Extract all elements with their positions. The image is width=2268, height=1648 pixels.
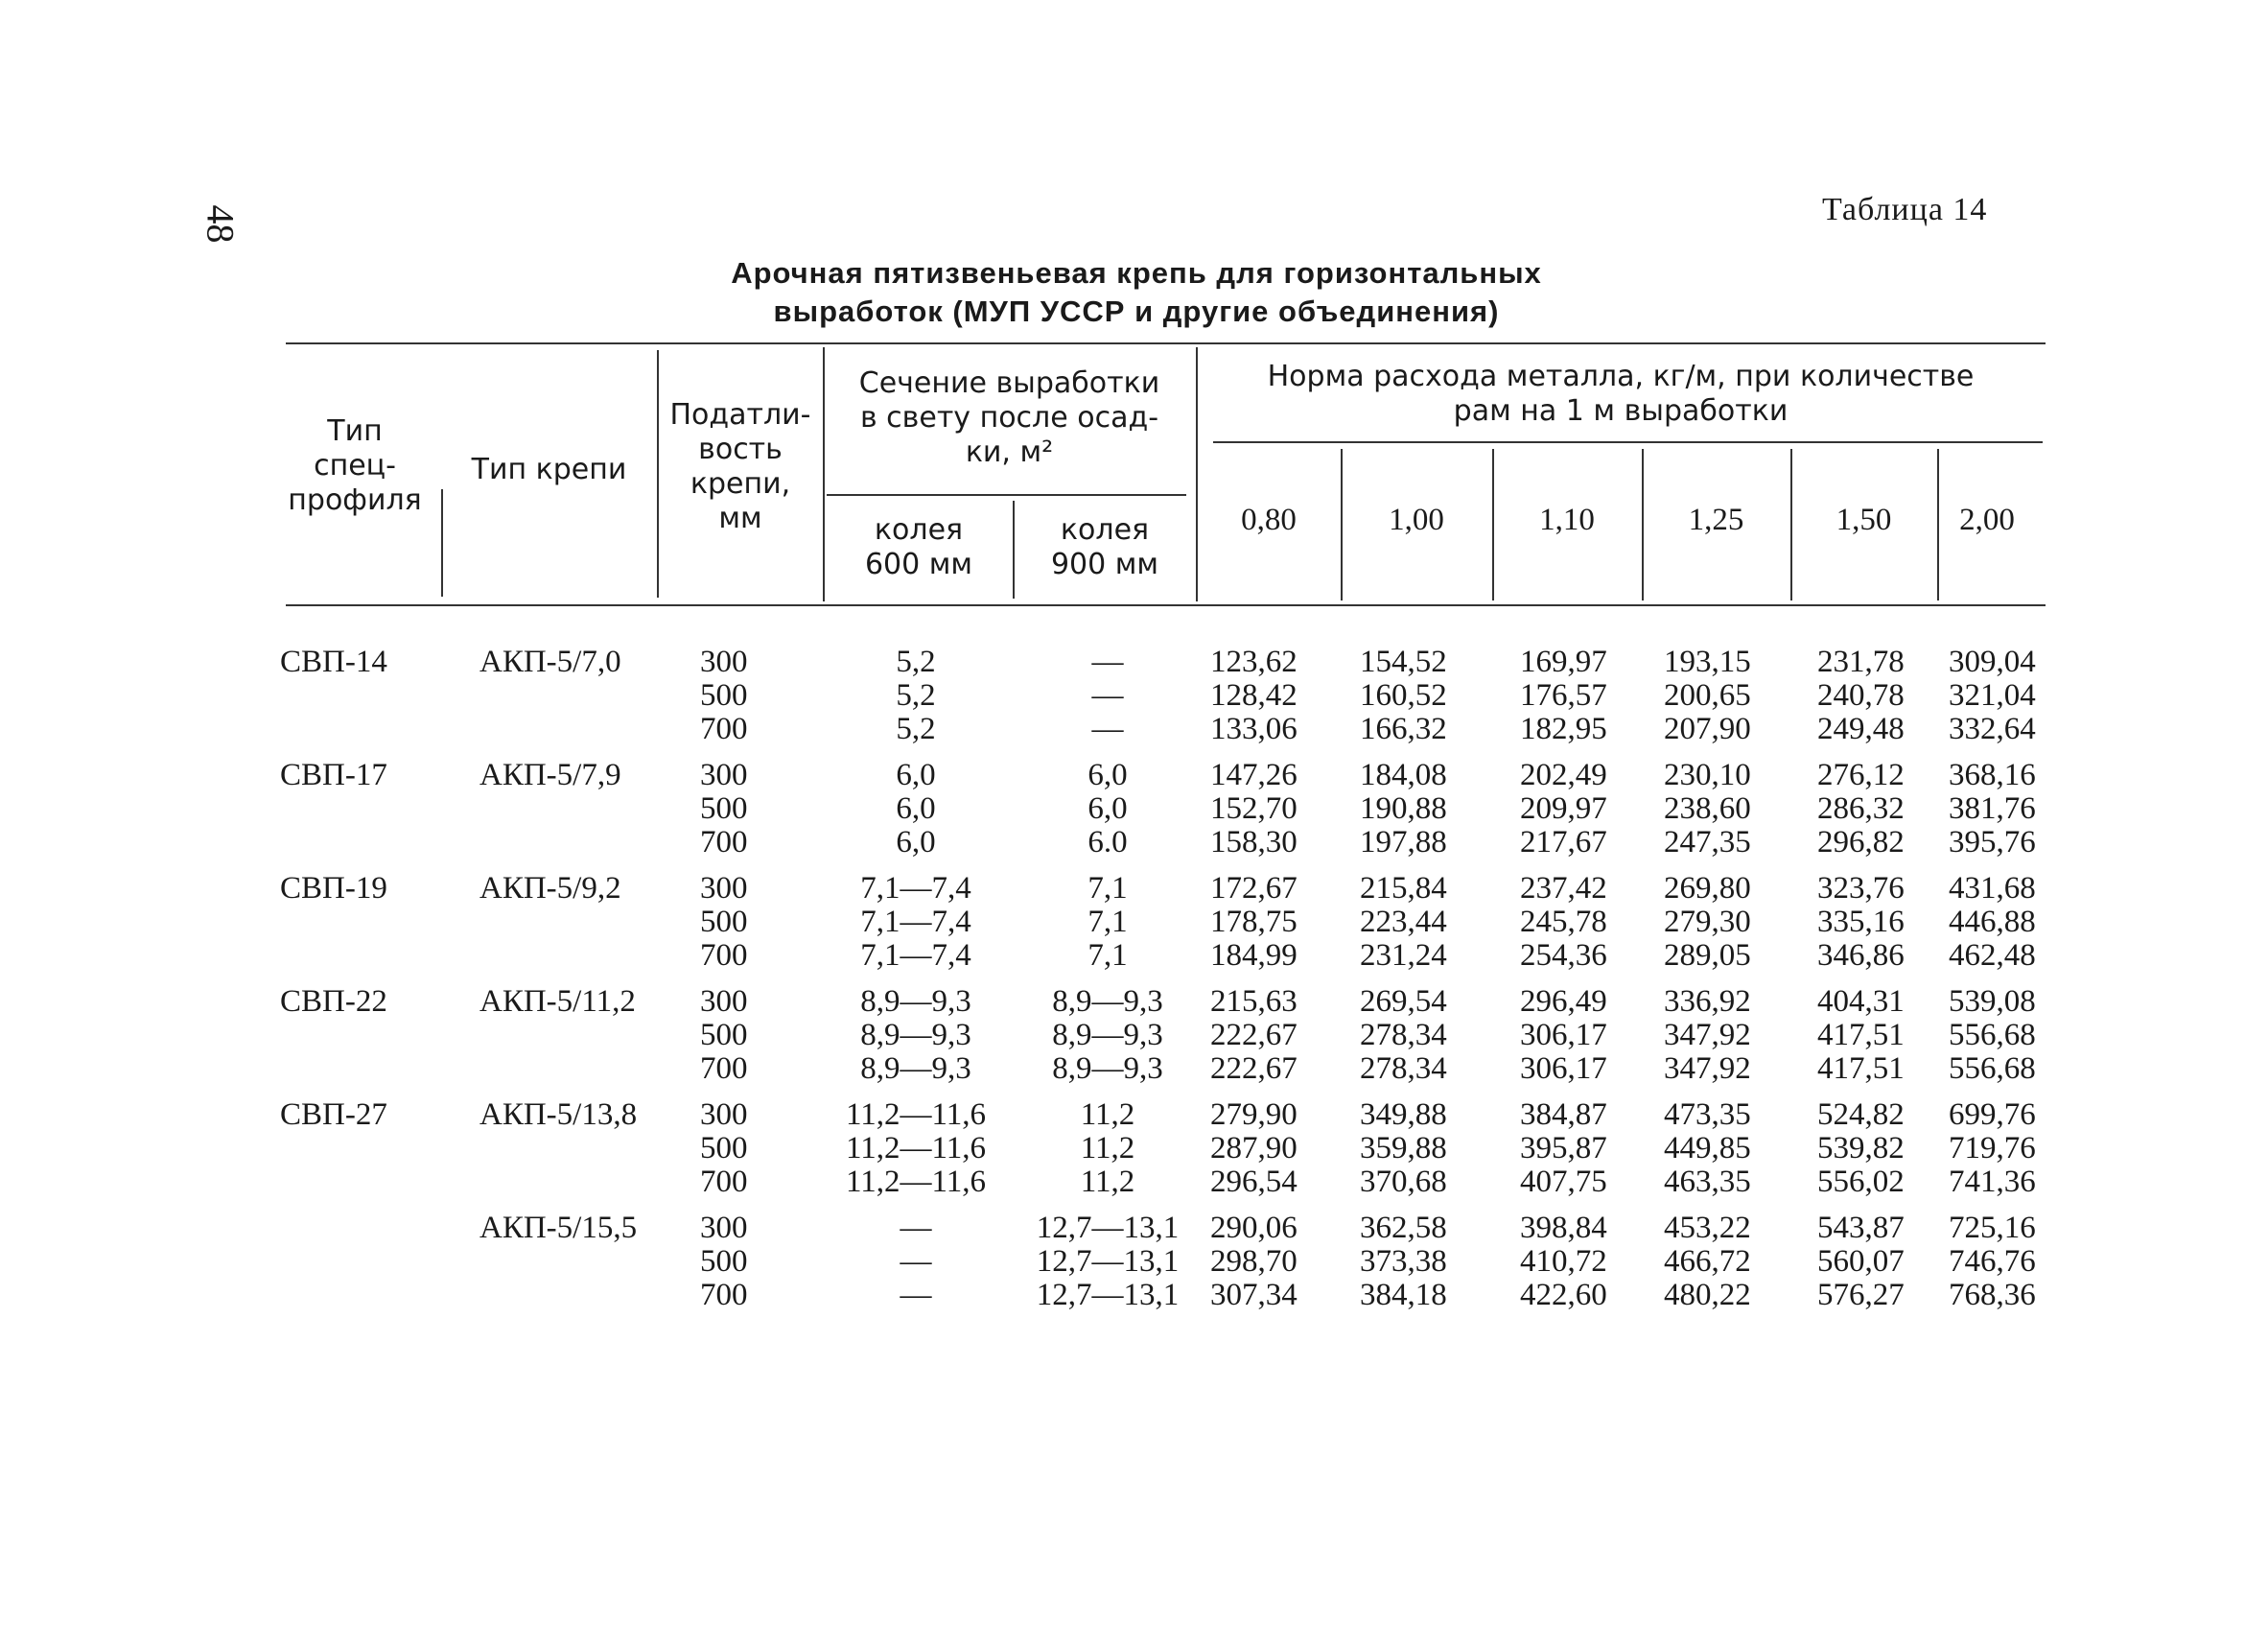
metal-norm-cell: 480,22 [1664,1278,1751,1312]
profile-type-cell: СВП-27 [280,1097,387,1132]
col-divider-1 [441,489,443,597]
metal-norm-cell: 245,78 [1520,905,1607,939]
profile-type-cell: СВП-19 [280,871,387,906]
compliance-cell: 700 [700,712,748,746]
col-divider-2 [657,350,659,598]
metal-norm-cell: 202,49 [1520,758,1607,792]
metal-norm-cell: 417,51 [1817,1018,1905,1052]
metal-norm-cell: 398,84 [1520,1211,1607,1245]
gauge-600-cell: 5,2 [896,678,936,713]
gauge-900-cell: 12,7—13,1 [1036,1278,1180,1312]
metal-norm-cell: 346,86 [1817,938,1905,973]
header-compliance: Податли- вость крепи, мм [669,398,811,535]
compliance-cell: 300 [700,871,748,906]
header-profile-type: Тип спец- профиля [288,414,422,517]
metal-norm-cell: 223,44 [1360,905,1447,939]
metal-norm-cell: 306,17 [1520,1051,1607,1086]
metal-norm-cell: 768,36 [1949,1278,2036,1312]
metal-norm-cell: 238,60 [1664,791,1751,826]
compliance-cell: 300 [700,1097,748,1132]
header-support-type: Тип крепи [471,453,627,486]
metal-norm-cell: 524,82 [1817,1097,1905,1132]
gauge-900-cell: 11,2 [1080,1097,1135,1132]
metal-norm-cell: 556,68 [1949,1051,2036,1086]
metal-norm-cell: 543,87 [1817,1211,1905,1245]
header-section: Сечение выработки в свету после осад- ки, м² [858,366,1160,469]
metal-norm-cell: 296,49 [1520,984,1607,1019]
compliance-cell: 700 [700,825,748,859]
metal-norm-cell: 278,34 [1360,1051,1447,1086]
metal-norm-cell: 237,42 [1520,871,1607,906]
gauge-600-cell: — [900,1211,932,1245]
metal-norm-cell: 332,64 [1949,712,2036,746]
metal-norm-cell: 178,75 [1210,905,1298,939]
metal-norm-cell: 349,88 [1360,1097,1447,1132]
metal-norm-cell: 197,88 [1360,825,1447,859]
metal-norm-cell: 404,31 [1817,984,1905,1019]
metal-norm-cell: 152,70 [1210,791,1298,826]
metal-norm-cell: 359,88 [1360,1131,1447,1165]
metal-norm-cell: 725,16 [1949,1211,2036,1245]
metal-norm-cell: 231,24 [1360,938,1447,973]
compliance-cell: 500 [700,791,748,826]
metal-norm-cell: 407,75 [1520,1165,1607,1199]
section-sub-rule [827,494,1186,496]
metal-norm-cell: 190,88 [1360,791,1447,826]
metal-norm-cell: 336,92 [1664,984,1751,1019]
header-frames-1-25: 1,25 [1688,503,1744,537]
metal-norm-cell: 169,97 [1520,645,1607,679]
profile-type-cell: СВП-22 [280,984,387,1019]
metal-norm-cell: 362,58 [1360,1211,1447,1245]
gauge-600-cell: 7,1—7,4 [860,905,971,939]
metal-norm-cell: 147,26 [1210,758,1298,792]
metal-norm-cell: 215,63 [1210,984,1298,1019]
metal-norm-cell: 321,04 [1949,678,2036,713]
compliance-cell: 500 [700,678,748,713]
metal-norm-cell: 123,62 [1210,645,1298,679]
support-type-cell: АКП-5/7,9 [479,758,621,792]
compliance-cell: 300 [700,984,748,1019]
gauge-600-cell: 11,2—11,6 [845,1165,987,1199]
gauge-900-cell: 7,1 [1087,871,1128,906]
gauge-600-cell: 6,0 [896,791,936,826]
gauge-900-cell: 6.0 [1087,825,1128,859]
header-frames-1-10: 1,10 [1539,503,1595,537]
gauge-600-cell: — [900,1244,932,1279]
header-top-rule [286,342,2046,344]
header-gauge-600: колея 600 мм [864,513,973,581]
metal-norm-cell: 209,97 [1520,791,1607,826]
metal-norm-cell: 279,90 [1210,1097,1298,1132]
metal-norm-cell: 154,52 [1360,645,1447,679]
compliance-cell: 300 [700,758,748,792]
metal-norm-cell: 278,34 [1360,1018,1447,1052]
gauge-900-cell: 11,2 [1080,1131,1135,1165]
gauge-600-cell: 6,0 [896,758,936,792]
compliance-cell: 700 [700,1051,748,1086]
metal-norm-cell: 539,82 [1817,1131,1905,1165]
compliance-cell: 500 [700,1018,748,1052]
metal-norm-cell: 473,35 [1664,1097,1751,1132]
metal-norm-cell: 576,27 [1817,1278,1905,1312]
metal-norm-cell: 166,32 [1360,712,1447,746]
support-type-cell: АКП-5/9,2 [479,871,621,906]
metal-norm-cell: 699,76 [1949,1097,2036,1132]
metal-norm-cell: 417,51 [1817,1051,1905,1086]
gauge-900-cell: 8,9—9,3 [1052,984,1163,1019]
metal-norm-cell: 368,16 [1949,758,2036,792]
metal-norm-cell: 370,68 [1360,1165,1447,1199]
gauge-600-cell: 7,1—7,4 [860,938,971,973]
metal-norm-cell: 172,67 [1210,871,1298,906]
header-gauge-900: колея 900 мм [1050,513,1159,581]
gauge-600-cell: 5,2 [896,645,936,679]
metal-norm-cell: 395,87 [1520,1131,1607,1165]
metal-norm-cell: 556,02 [1817,1165,1905,1199]
gauge-900-cell: — [1091,678,1124,713]
metal-norm-cell: 207,90 [1664,712,1751,746]
metal-norm-cell: 160,52 [1360,678,1447,713]
gauge-600-cell: — [900,1278,932,1312]
metal-norm-cell: 410,72 [1520,1244,1607,1279]
gauge-900-cell: 8,9—9,3 [1052,1018,1163,1052]
metal-norm-cell: 449,85 [1664,1131,1751,1165]
support-type-cell: АКП-5/13,8 [479,1097,638,1132]
gauge-600-cell: 6,0 [896,825,936,859]
header-bottom-rule [286,604,2046,606]
metal-norm-cell: 269,54 [1360,984,1447,1019]
metal-norm-cell: 276,12 [1817,758,1905,792]
metal-norm-cell: 133,06 [1210,712,1298,746]
metal-norm-cell: 230,10 [1664,758,1751,792]
metal-norm-cell: 215,84 [1360,871,1447,906]
gauge-900-cell: 11,2 [1080,1165,1135,1199]
table-title-line-2: выработок (МУП УССР и другие объединения) [773,294,1500,328]
metal-norm-cell: 453,22 [1664,1211,1751,1245]
metal-norm-cell: 719,76 [1949,1131,2036,1165]
compliance-cell: 700 [700,1278,748,1312]
metal-norm-cell: 287,90 [1210,1131,1298,1165]
metal-norm-cell: 231,78 [1817,645,1905,679]
metal-norm-cell: 289,05 [1664,938,1751,973]
metal-norm-cell: 240,78 [1817,678,1905,713]
gauge-600-cell: 8,9—9,3 [860,1051,971,1086]
metal-norm-cell: 296,54 [1210,1165,1298,1199]
metal-norm-cell: 298,70 [1210,1244,1298,1279]
page-number: 48 [199,204,243,244]
header-frames-1-00: 1,00 [1389,503,1444,537]
compliance-cell: 500 [700,1131,748,1165]
metal-norm-cell: 217,67 [1520,825,1607,859]
header-frames-0-80: 0,80 [1241,503,1297,537]
profile-type-cell: СВП-17 [280,758,387,792]
gauge-600-cell: 8,9—9,3 [860,1018,971,1052]
gauge-600-cell: 11,2—11,6 [845,1131,987,1165]
metal-norm-cell: 373,38 [1360,1244,1447,1279]
gauge-900-cell: — [1091,712,1124,746]
metal-norm-cell: 335,16 [1817,905,1905,939]
metal-norm-cell: 422,60 [1520,1278,1607,1312]
compliance-cell: 700 [700,938,748,973]
metal-norm-cell: 279,30 [1664,905,1751,939]
gauge-600-cell: 8,9—9,3 [860,984,971,1019]
metal-norm-cell: 323,76 [1817,871,1905,906]
metal-norm-cell: 309,04 [1949,645,2036,679]
gauge-900-cell: 12,7—13,1 [1036,1244,1180,1279]
metal-norm-cell: 193,15 [1664,645,1751,679]
metal-norm-cell: 296,82 [1817,825,1905,859]
metal-norm-cell: 307,34 [1210,1278,1298,1312]
metal-norm-cell: 381,76 [1949,791,2036,826]
metal-norm-cell: 286,32 [1817,791,1905,826]
metal-norm-cell: 347,92 [1664,1018,1751,1052]
metal-norm-cell: 384,18 [1360,1278,1447,1312]
gauge-900-cell: 8,9—9,3 [1052,1051,1163,1086]
metal-norm-cell: 539,08 [1949,984,2036,1019]
gauge-900-cell: 12,7—13,1 [1036,1211,1180,1245]
metal-norm-cell: 347,92 [1664,1051,1751,1086]
metal-norm-cell: 222,67 [1210,1051,1298,1086]
gauge-900-cell: 6,0 [1087,758,1128,792]
gauge-900-cell: 6,0 [1087,791,1128,826]
metal-norm-cell: 446,88 [1949,905,2036,939]
metal-norm-cell: 466,72 [1664,1244,1751,1279]
metal-norm-cell: 462,48 [1949,938,2036,973]
table-label: Таблица 14 [1822,192,1988,227]
metal-norm-cell: 184,08 [1360,758,1447,792]
metal-norm-cell: 247,35 [1664,825,1751,859]
metal-norm-cell: 741,36 [1949,1165,2036,1199]
compliance-cell: 700 [700,1165,748,1199]
table-title [671,254,1602,331]
support-type-cell: АКП-5/7,0 [479,645,621,679]
metal-norm-cell: 290,06 [1210,1211,1298,1245]
compliance-cell: 500 [700,905,748,939]
metal-norm-cell: 184,99 [1210,938,1298,973]
gauge-600-cell: 11,2—11,6 [845,1097,987,1132]
metal-norm-cell: 254,36 [1520,938,1607,973]
gauge-600-cell: 7,1—7,4 [860,871,971,906]
metal-norm-cell: 269,80 [1664,871,1751,906]
table-title-line-1: Арочная пятизвеньевая крепь для горизонтальных [731,256,1542,290]
header-frames-1-50: 1,50 [1835,503,1892,537]
metal-norm-cell: 182,95 [1520,712,1607,746]
compliance-cell: 300 [700,1211,748,1245]
compliance-cell: 300 [700,645,748,679]
metal-norm-cell: 306,17 [1520,1018,1607,1052]
compliance-cell: 500 [700,1244,748,1279]
metal-norm-cell: 200,65 [1664,678,1751,713]
metal-norm-cell: 431,68 [1949,871,2036,906]
gauge-900-cell: 7,1 [1087,905,1128,939]
metal-norm-cell: 384,87 [1520,1097,1607,1132]
metal-norm-cell: 746,76 [1949,1244,2036,1279]
metal-norm-cell: 249,48 [1817,712,1905,746]
metal-norm-cell: 176,57 [1520,678,1607,713]
metal-norm-cell: 395,76 [1949,825,2036,859]
metal-norm-cell: 128,42 [1210,678,1298,713]
norm-sub-rule [1213,441,2043,443]
header-frames-2-00: 2,00 [1959,503,2015,537]
metal-norm-cell: 556,68 [1949,1018,2036,1052]
gauge-600-cell: 5,2 [896,712,936,746]
header-norm: Норма расхода металла, кг/м, при количестве рам на 1 м выработки [1267,360,1975,428]
gauge-900-cell: — [1091,645,1124,679]
metal-norm-cell: 560,07 [1817,1244,1905,1279]
support-type-cell: АКП-5/15,5 [479,1211,638,1245]
metal-norm-cell: 222,67 [1210,1018,1298,1052]
gauge-900-cell: 7,1 [1087,938,1128,973]
profile-type-cell: СВП-14 [280,645,387,679]
metal-norm-cell: 158,30 [1210,825,1298,859]
col-divider-5 [1196,347,1198,601]
support-type-cell: АКП-5/11,2 [479,984,636,1019]
metal-norm-cell: 463,35 [1664,1165,1751,1199]
